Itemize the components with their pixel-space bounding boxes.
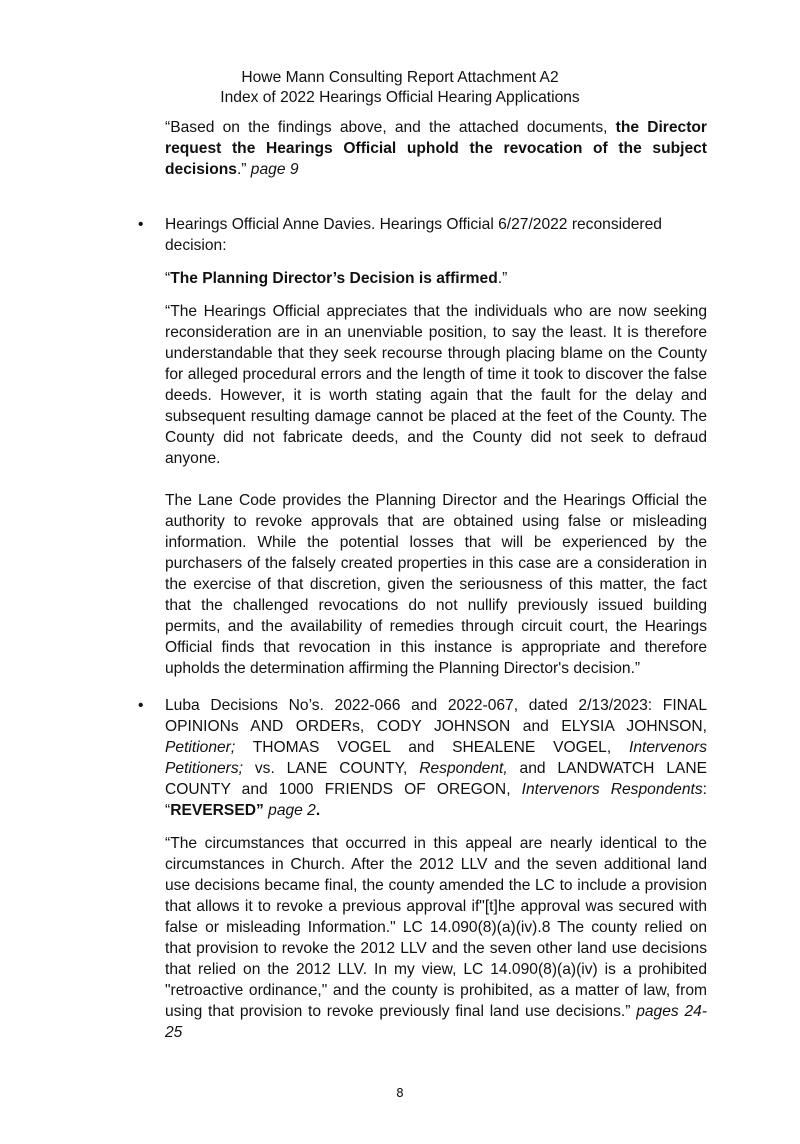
page-body	[138, 108, 707, 1043]
bullet-luba-decisions	[138, 695, 707, 821]
header-line-1: Howe Mann Consulting Report Attachment A2	[241, 69, 559, 86]
italic: Respondent,	[419, 760, 508, 777]
luba-quote	[165, 833, 707, 1043]
decision-bold: The Planning Director’s Decision is affirmed	[170, 270, 498, 287]
hearings-official-quote	[165, 301, 707, 679]
text: Luba Decisions No’s. 2022-066 and 2022-067, dated 2/13/2023: FINAL OPINIONs AND ORDERs, CODY JOHNSON and ELYSIA JOHNSON,	[165, 697, 707, 735]
period: .	[315, 802, 321, 819]
bullet-icon: •	[138, 216, 144, 233]
quote-text: “The circumstances that occurred in this appeal are nearly identical to the circumstances in Church. After the 2012 LLV and the seven additional land use decisions became final, the county amended the LC to include a provision that allows it to revoke a previous approval if"[t]he approval was secured with false or misleading Information." LC 14.090(8)(a)(iv).8 The county relied on that provision to revoke the 2012 LLV and the seven other land use decisions that relied on the 2012 LLV. In my view, LC 14.090(8)(a)(iv) is a prohibited "retroactive ordinance," and the county is prohibited, as a matter of law, from using that provision to revoke previously final land use decisions.”	[165, 835, 707, 1020]
reversed-bold: REVERSED”	[170, 802, 264, 819]
quote-tail: .”	[236, 161, 251, 178]
page-ref: page 9	[250, 161, 299, 178]
page-header	[0, 0, 800, 108]
page-number: 8	[396, 1086, 404, 1100]
text: vs. LANE COUNTY,	[243, 760, 420, 777]
page-ref: page 2	[268, 802, 316, 819]
open-quote: “	[165, 270, 171, 287]
bullet-icon: •	[138, 697, 144, 714]
quote-paragraph-1: “The Hearings Official appreciates that the individuals who are now seeking reconsideration are in an unenviable position, to say the least. It is therefore understandable that they seek recourse through placing blame on the County for alleged procedural errors and the length of time it took to discover the false deeds. However, it is worth stating again that the fault for the delay and subsequent resulting damage cannot be placed at the feet of the County. The County did not fabricate deeds, and the County did not seek to defraud anyone.	[165, 303, 707, 467]
bullet-hearings-official	[138, 214, 675, 256]
bullet-text: Hearings Official Anne Davies. Hearings Official 6/27/2022 reconsidered decision:	[165, 216, 662, 254]
header-line-2: Index of 2022 Hearings Official Hearing Applications	[220, 89, 580, 106]
text: THOMAS VOGEL and SHEALENE VOGEL,	[235, 739, 629, 756]
director-request-quote	[165, 117, 707, 180]
text: : “	[165, 781, 707, 819]
italic: Intervenors Respondents	[521, 781, 703, 798]
italic: Intervenors Petitioners;	[165, 739, 707, 777]
decision-statement	[165, 268, 707, 289]
text: and LANDWATCH LANE COUNTY and 1000 FRIENDS OF OREGON,	[165, 760, 707, 798]
close-quote: .”	[497, 270, 508, 287]
quote-bold: the Director request the Hearings Official uphold the revocation of the subject decisions	[165, 119, 707, 178]
quote-text: “Based on the findings above, and the attached documents,	[165, 119, 616, 136]
italic: Petitioner;	[165, 739, 236, 756]
quote-paragraph-2: The Lane Code provides the Planning Director and the Hearings Official the authority to revoke approvals that are obtained using false or misleading information. While the potential losses that will be experienced by the purchasers of the falsely created properties in this case are a consideration in the exercise of that discretion, given the seriousness of this matter, the fact that the challenged revocations do not nullify previously issued building permits, and the availability of remedies through circuit court, the Hearings Official finds that revocation in this instance is appropriate and therefore upholds the determination affirming the Planning Director's decision.”	[165, 492, 707, 677]
page-ref: pages 24-25	[165, 1003, 707, 1041]
